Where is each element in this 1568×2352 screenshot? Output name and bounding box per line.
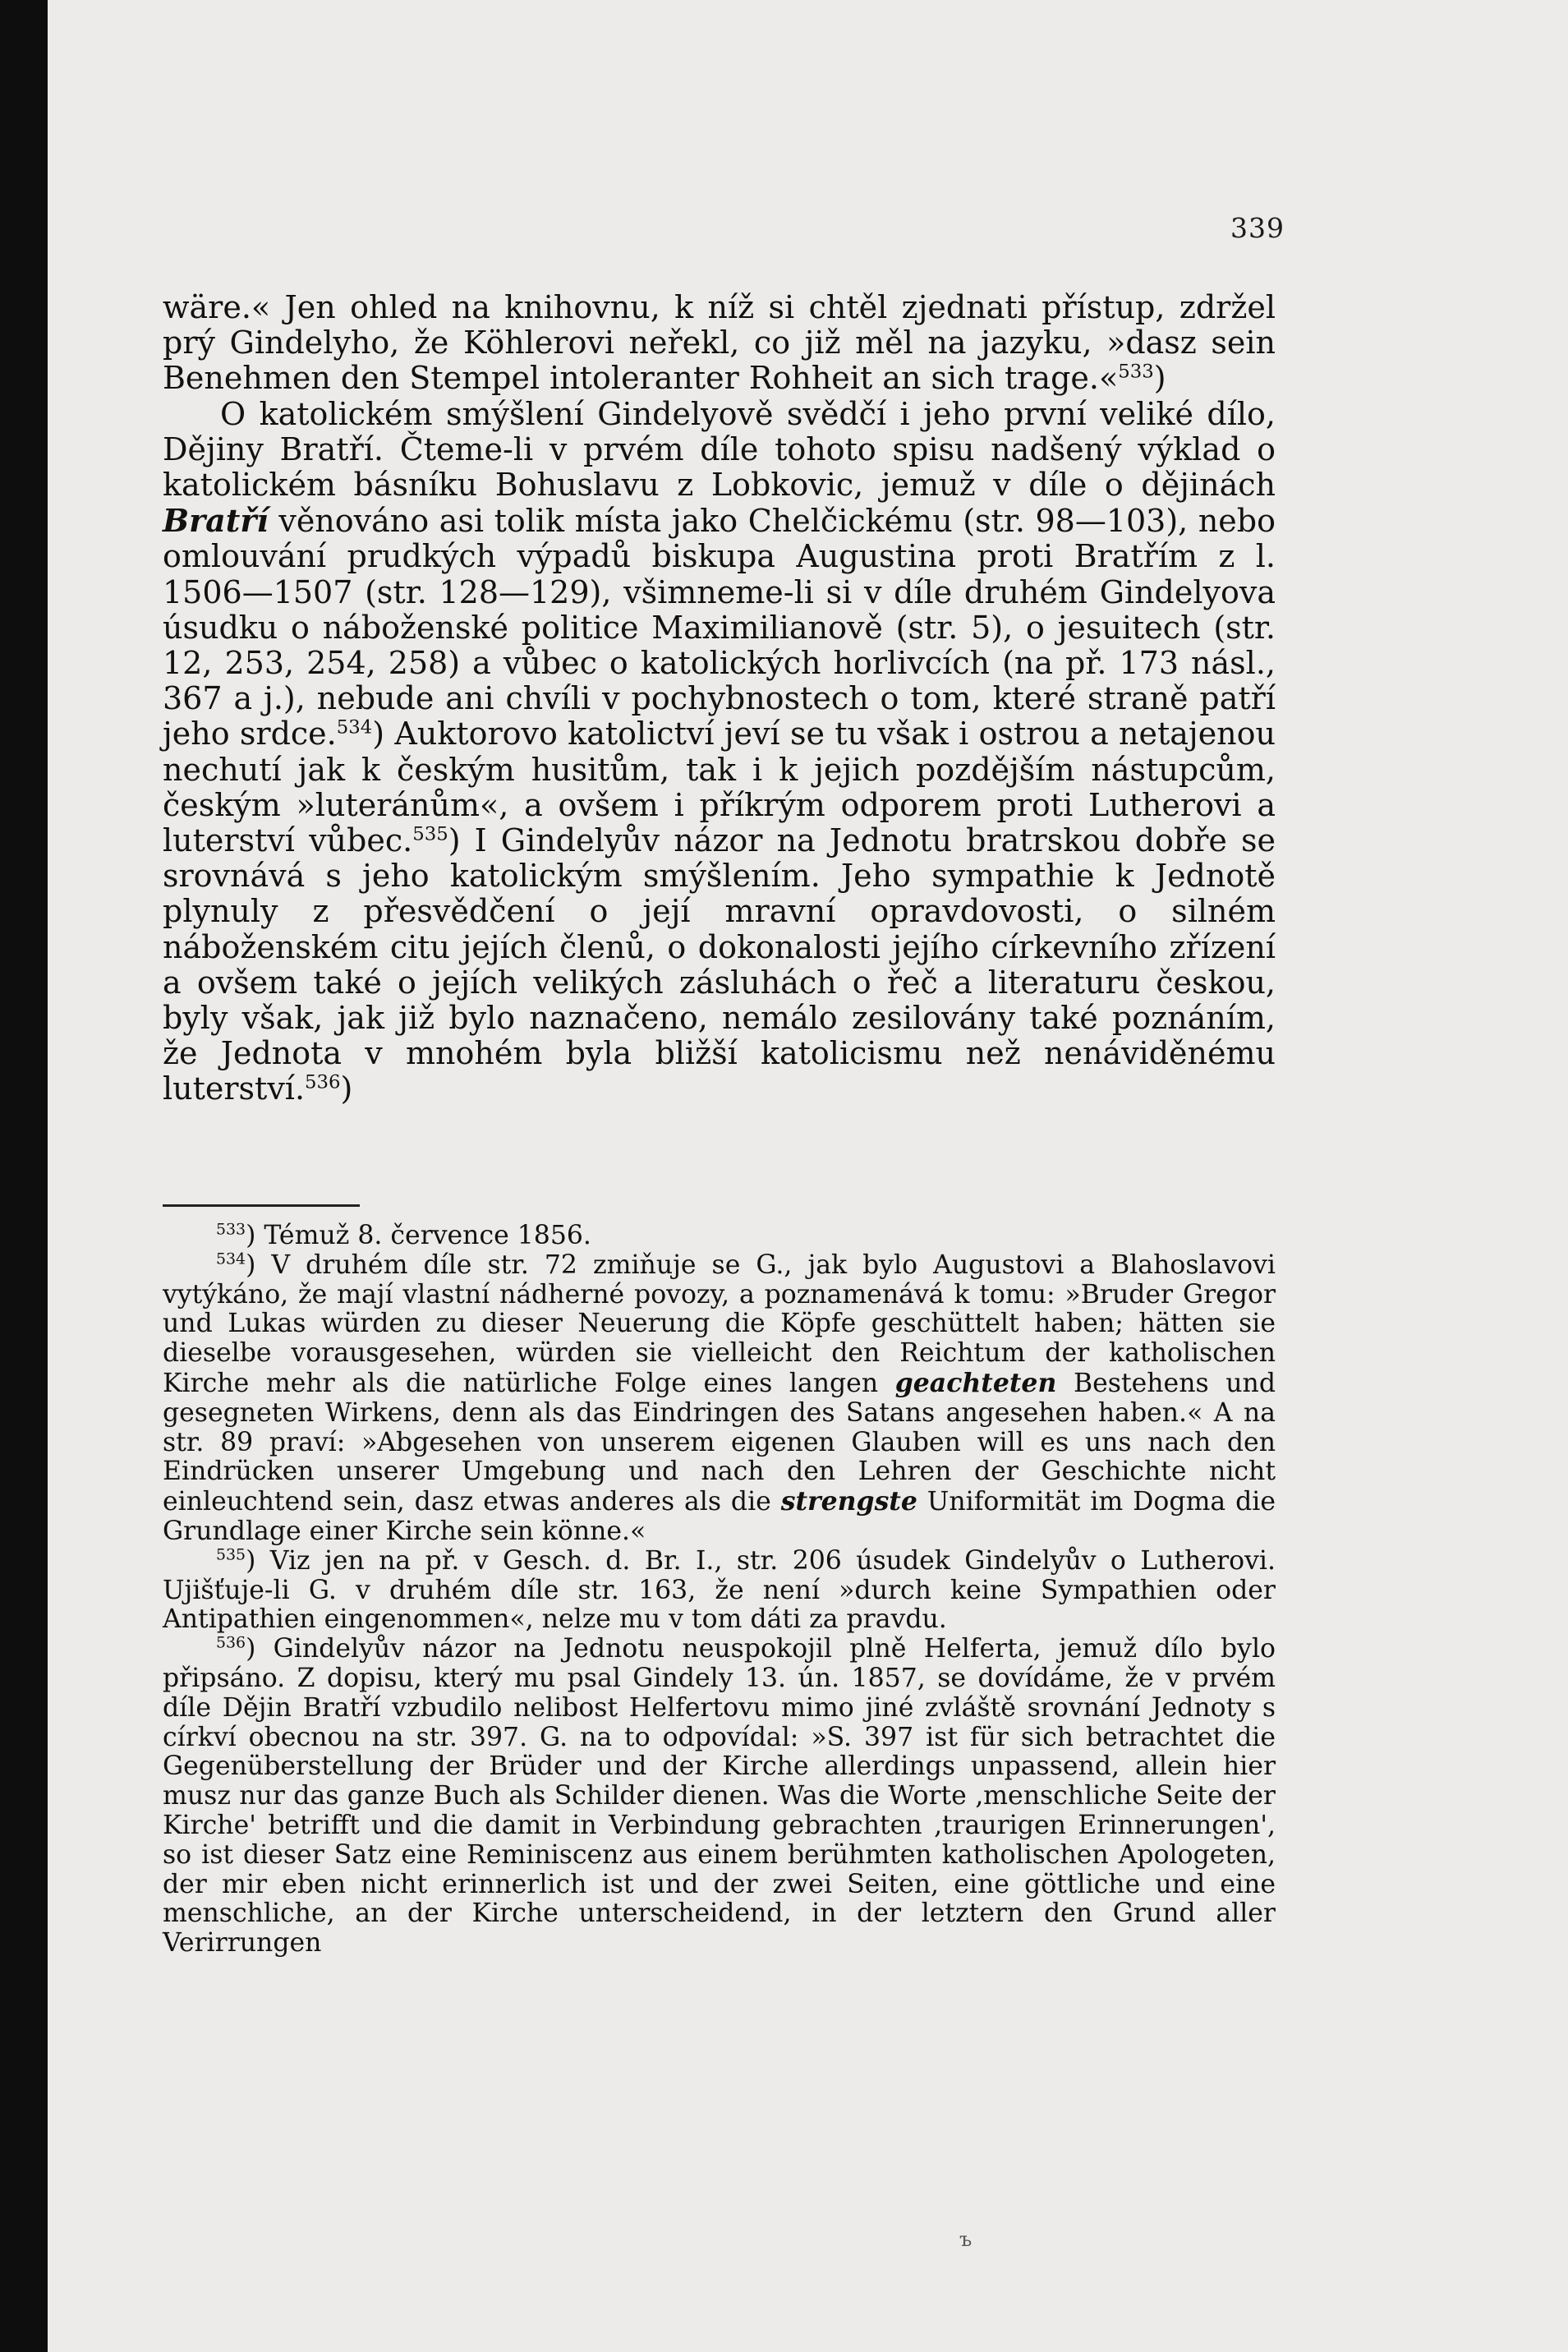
footnote-ref-536: 536 (305, 1071, 341, 1093)
footnote-mark-535: 535 (216, 1545, 246, 1564)
footnote-534 (163, 1251, 1276, 1547)
footnote-ref-533: 533 (1118, 361, 1154, 383)
footnote-533 (163, 1222, 1276, 1251)
paragraph-2-text-c: ) Auktorovo katolictví jeví se tu však i ostrou a netajenou nechutí jak k českým husitům, tak i k jejich pozdějším nástupcům, českým »luteránům«, a ovšem i příkrým odporem proti Lutherovi a luterství vůbec. (163, 716, 1276, 859)
paragraph-2 (163, 397, 1276, 1107)
footnote-536-text: ) Gindelyův názor na Jednotu neuspokojil plně Helferta, jemuž dílo bylo připsáno. Z dopisu, který mu psal Gindely 13. ún. 1857, se dovídáme, že v prvém díle Dějin Bratří vzbudilo nelibost Helfertovu mimo jiné zvláště srovnání Jednoty s církví obecnou na str. 397. G. na to odpovídal: »S. 397 ist für sich betrachtet die Gegenüberstellung der Brüder und der Kirche allerdings unpassend, allein hier musz nur das ganze Buch als Schilder dienen. Was die Worte ‚menschliche Seite der Kirche' betrifft und die damit in Verbindung gebrachten ‚traurigen Erinnerungen', so ist dieser Satz eine Reminiscenz aus einem berühmten katholischen Apologeten, der mir eben nicht erinnerlich ist und der zwei Seiten, eine göttliche und eine menschliche, an der Kirche unterscheidend, in der letztern den Grund aller Verirrungen (163, 1634, 1276, 1958)
footnote-536 (163, 1635, 1276, 1958)
scan-artifact-mark: ъ (959, 2228, 973, 2251)
paragraph-1 (163, 290, 1276, 397)
footnote-ref-535: 535 (412, 823, 448, 845)
paragraph-2-text-d: ) I Gindelyův názor na Jednotu bratrskou dobře se srovnává s jeho katolickým smýšlením. Jeho sympathie k Jednotě plynuly z přesvědčení o její mravní opravdovosti, o silném náboženském citu jejích členů, o dokonalosti jejího církevního zřízení a ovšem také o jejích velikých zásluhách o řeč a literaturu českou, byly však, jak již bylo naznačeno, nemálo zesilovány také poznáním, že Jednota v mnohém byla bližší katolicismu než nenáviděnému luterství. (163, 822, 1276, 1107)
footnote-533-text: ) Témuž 8. července 1856. (246, 1221, 591, 1250)
emphasis-geachteten: geachteten (894, 1367, 1057, 1398)
emphasis-strengste: strengste (780, 1486, 917, 1517)
body-text (163, 290, 1276, 1107)
paragraph-2-text-b: věnováno asi tolik místa jako Chelčickému (str. 98—103), nebo omlouvání prudkých výpadů biskupa Augustina proti Bratřím z l. 1506—1507 (str. 128—129), všimneme-li si v díle druhém Gindelyova úsudku o náboženské politice Maximilianově (str. 5), o jesuitech (str. 12, 253, 254, 258) a vůbec o katolických horlivcích (na př. 173 násl., 367 a j.), nebude ani chvíli v pochybnostech o tom, které straně patří jeho srdce. (163, 503, 1276, 753)
footnote-534-text-c: Uniformität im Dogma die Grundlage einer Kirche sein könne.« (163, 1487, 1276, 1546)
book-page (48, 0, 1568, 2352)
paragraph-2-end: ) (340, 1070, 353, 1107)
footnote-mark-536: 536 (216, 1633, 246, 1652)
paragraph-1-text: wäre.« Jen ohled na knihovnu, k níž si chtěl zjednati přístup, zdržel prý Gindelyho, že Köhlerovi neřekl, co již měl na jazyku, »dasz sein Benehmen den Stempel intoleranter Rohheit an sich trage.« (163, 289, 1276, 397)
footnote-535-text: ) Viz jen na př. v Gesch. d. Br. I., str. 206 úsudek Gindelyův o Lutherovi. Ujišťuje-li G. v druhém díle str. 163, že není »durch keine Sympathien oder Antipathien eingenommen«, nelze mu v tom dáti za pravdu. (163, 1545, 1276, 1635)
paragraph-1-end: ) (1153, 360, 1166, 397)
footnote-ref-534: 534 (336, 716, 373, 739)
footnote-mark-533: 533 (216, 1220, 246, 1239)
footnote-535 (163, 1547, 1276, 1635)
footnote-mark-534: 534 (216, 1250, 246, 1268)
footnote-534-text-a: ) V druhém díle str. 72 zmiňuje se G., jak bylo Augustovi a Blahoslavovi vytýkáno, že mají vlastní nádherné povozy, a poznamenává k tomu: »Bruder Gregor und Lukas würden zu dieser Neuerung die Köpfe geschüttelt haben; hätten sie dieselbe vorausgesehen, würden sie vielleicht den Reichtum der katholischen Kirche mehr als die natürliche Folge eines langen (163, 1250, 1276, 1398)
paragraph-2-text-a: O katolickém smýšlení Gindelyově svědčí i jeho první veliké dílo, Dějiny Bratří. Čteme-li v prvém díle tohoto spisu nadšený výklad o katolickém básníku Bohuslavu z Lobkovic, jemuž v díle o dějinách (163, 395, 1276, 504)
footnotes (163, 1222, 1276, 1958)
footnote-divider (163, 1204, 360, 1207)
page-number: 339 (1230, 212, 1285, 244)
footnote-534-text-b: Bestehens und gesegneten Wirkens, denn als das Eindringen des Satans angesehen haben.« A na str. 89 praví: »Abgesehen von unserem eigenen Glauben will es uns nach den Eindrücken unserer Umgebung und nach den Lehren der Geschichte nicht einleuchtend sein, dasz etwas anderes als die (163, 1368, 1276, 1517)
emphasis-bratri: Bratří (163, 502, 269, 540)
